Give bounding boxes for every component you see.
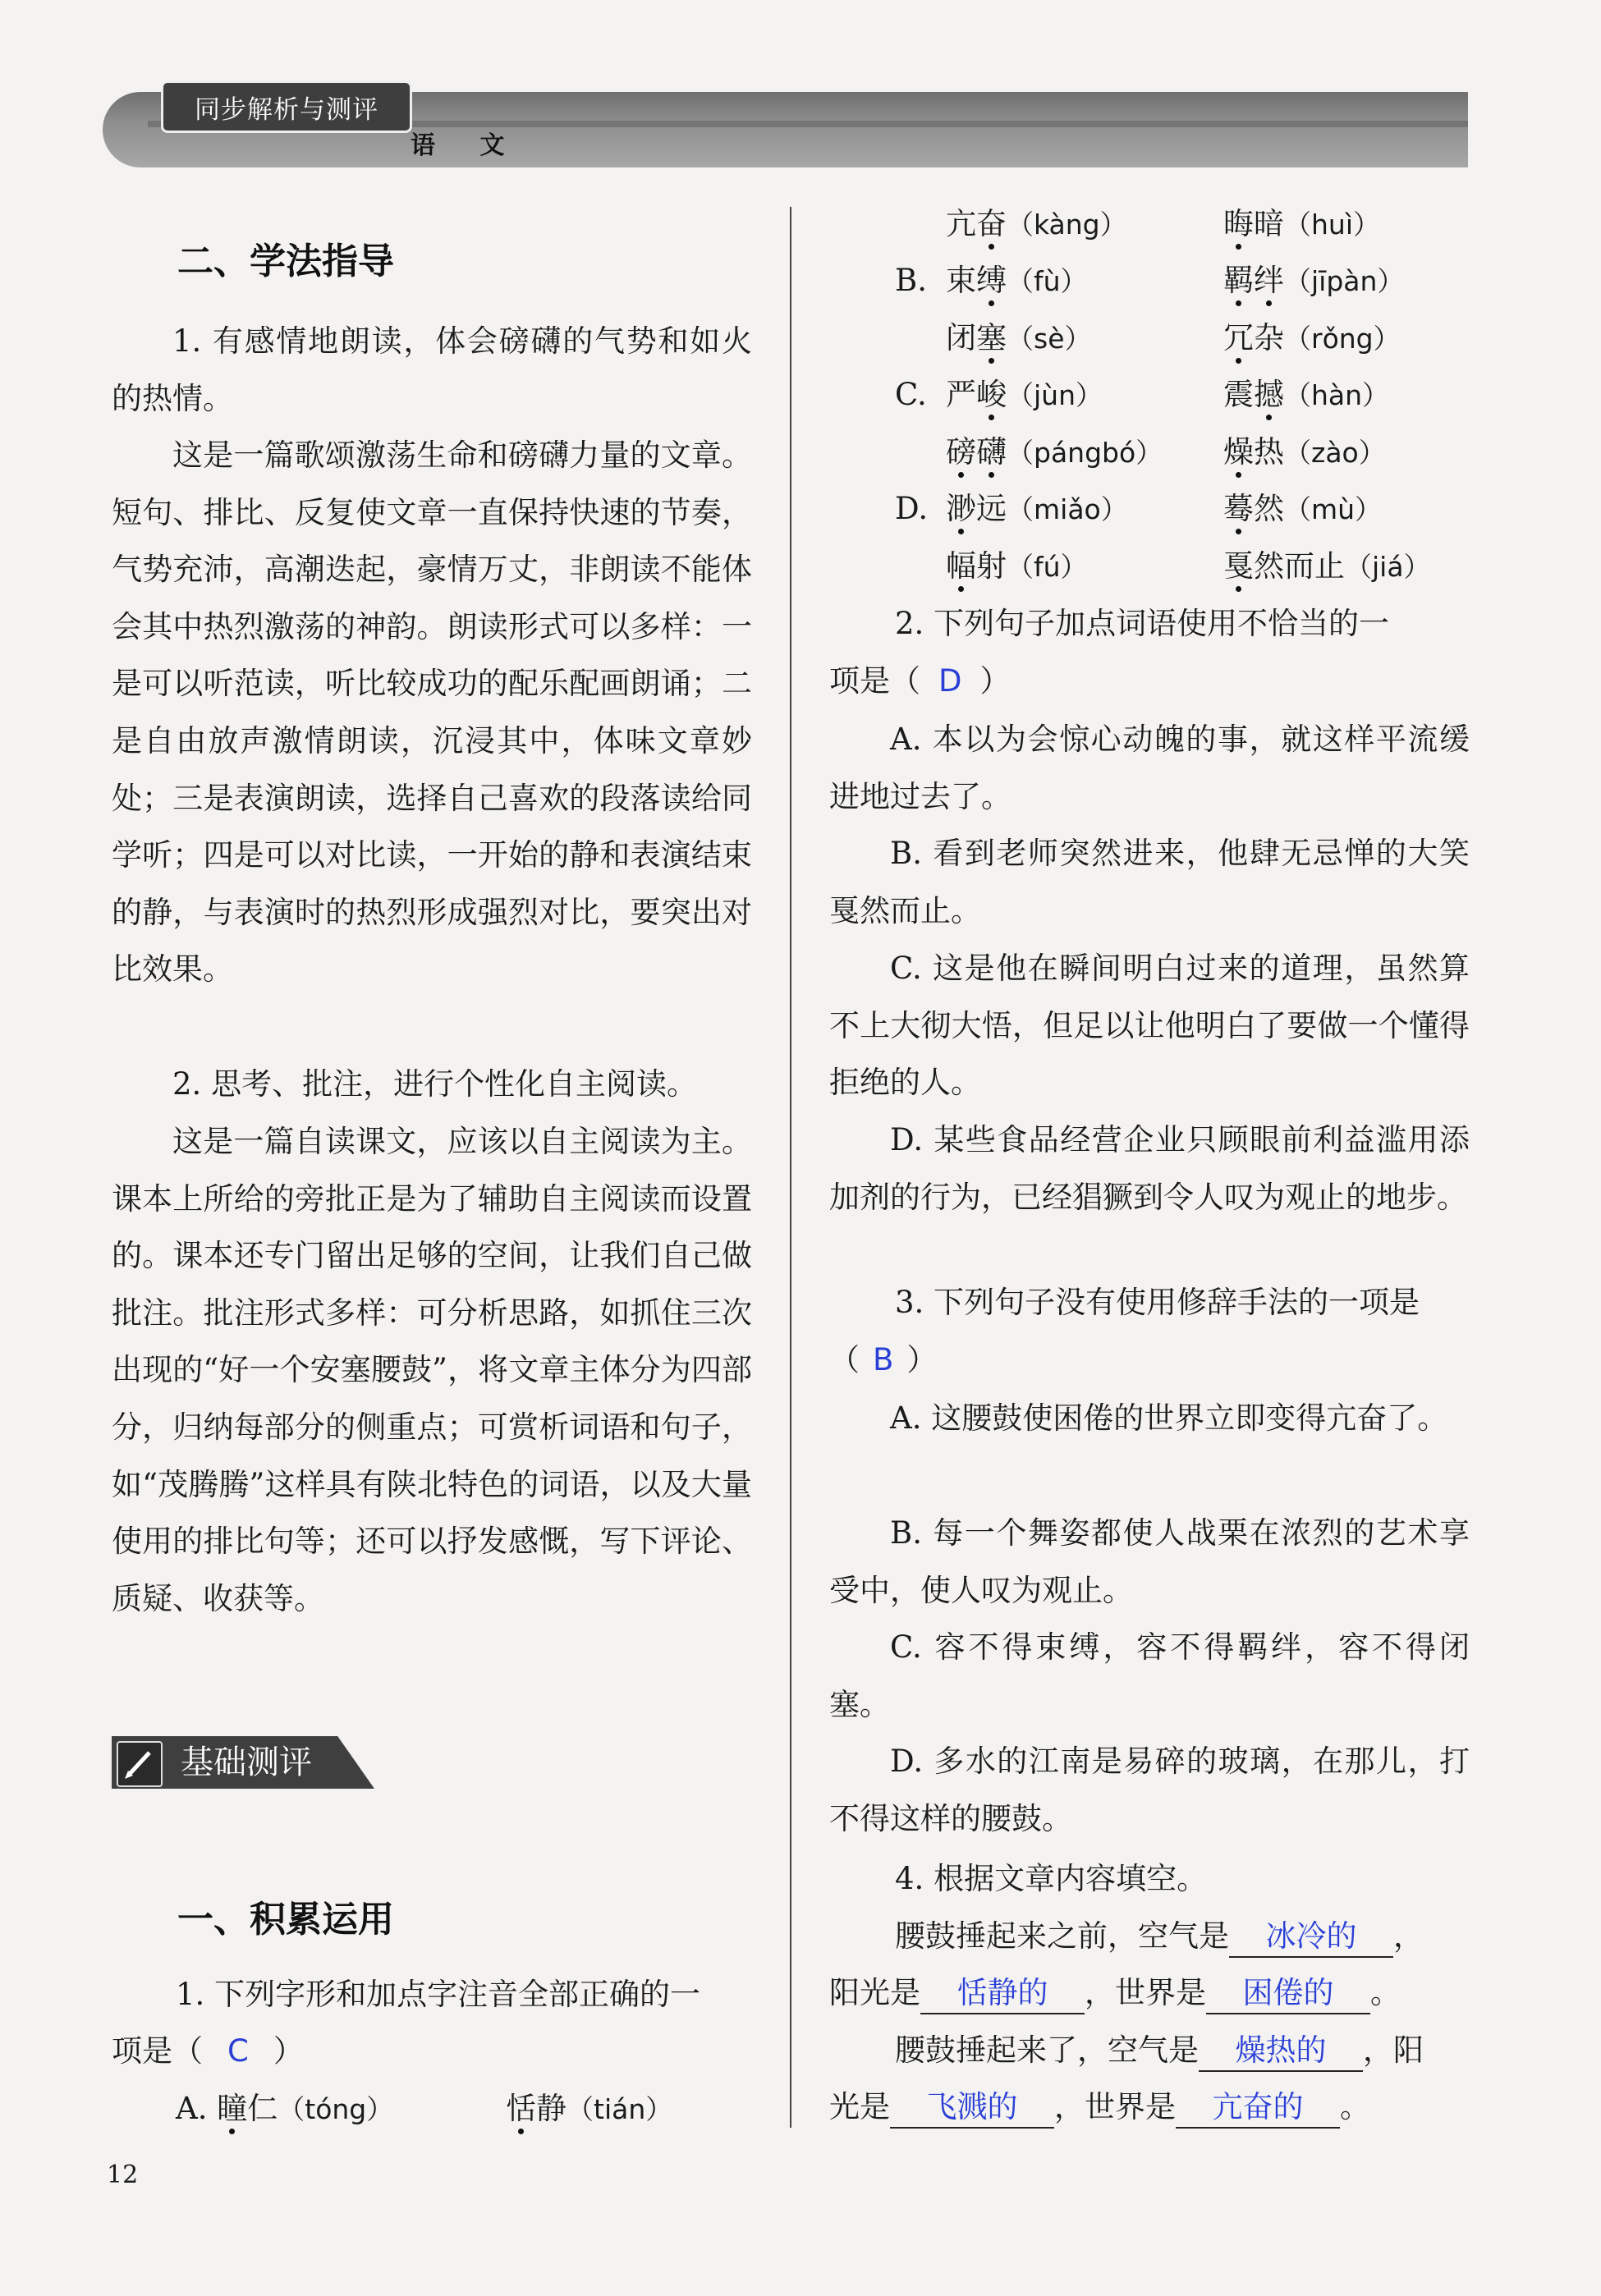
question-4-line-1: 腰鼓捶起来之前，空气是 冰冷的 ，: [895, 1917, 1470, 1958]
method-point-2-title: 2. 思考、批注，进行个性化自主阅读。: [172, 1066, 698, 1102]
option-c-word-1: 严峻（jùn）: [946, 377, 1103, 412]
option-b-word-4: 冗杂（rǒng）: [1223, 320, 1401, 355]
series-title: 同步解析与测评: [161, 80, 412, 133]
option-a-word-3: 亢奋（kàng）: [946, 206, 1127, 241]
answer-blank-3: 困倦的: [1206, 1973, 1370, 2014]
column-divider: [790, 207, 791, 2128]
question-3-option-d: D. 多水的江南是易碎的玻璃，在那儿，打不得这样的腰鼓。: [829, 1744, 1470, 1836]
question-2-option-d: D. 某些食品经营企业只顾眼前利益滥用添加剂的行为，已经猖獗到令人叹为观止的地步。: [829, 1122, 1470, 1215]
answer-blank-5: 飞溅的: [890, 2087, 1054, 2129]
question-1-answer: C: [227, 2033, 249, 2069]
basic-test-label: 基础测评: [181, 1744, 312, 1781]
question-4-line-3: 腰鼓捶起来了，空气是 燥热的 ，阳: [895, 2031, 1470, 2072]
option-d-word-2: 蓦然（mù）: [1223, 491, 1383, 526]
option-b-word-3: 闭塞（sè）: [946, 320, 1092, 355]
method-point-1-title: 1. 有感情地朗读，体会磅礴的气势和如火的热情。: [112, 323, 752, 416]
option-d-word-3: 幅射（fú）: [946, 548, 1088, 584]
answer-blank-2: 恬静的: [920, 1973, 1085, 2014]
question-4-line-2: 阳光是 恬静的 ，世界是 困倦的 。: [829, 1973, 1470, 2014]
option-d-word-4: 戛然而止（jiá）: [1223, 548, 1431, 584]
question-3-stem-cont: （ B ）: [829, 1342, 938, 1377]
question-1-option-a: A. 瞳仁（tóng）: [176, 2091, 394, 2126]
question-2-option-a: A. 本以为会惊心动魄的事，就这样平流缓进地过去了。: [829, 722, 1470, 814]
question-2-option-b: B. 看到老师突然进来，他肆无忌惮的大笑戛然而止。: [829, 836, 1470, 928]
question-1-stem-cont: 项是（ C ）: [112, 2033, 304, 2069]
option-c-word-3: 磅礴（pángbó）: [946, 434, 1163, 470]
option-a-word-2: 恬静: [506, 2091, 567, 2126]
option-b-word-1: 束缚（fù）: [946, 263, 1088, 298]
method-point-2-body: 这是一篇自读课文，应该以自主阅读为主。课本上所给的旁批正是为了辅助自主阅读而设置的。课本还专门留出足够的空间，让我们自己做批注。批注形式多样：可分析思路，如抓住三次出现的“好一个安塞腰鼓”，将文章主体分为四部分，归纳每部分的侧重点；可赏析词语和句子，如“茂腾腾”这样具有陕北特色的词语，以及大量使用的排比句等；还可以抒发感慨，写下评论、质疑、收获等。: [112, 1124, 752, 1616]
section-heading-study-method: 二、学法指导: [177, 241, 394, 282]
option-b-word-2: 羁绊（jīpàn）: [1223, 263, 1405, 298]
question-1-option-a-second: 恬静（tián）: [506, 2091, 673, 2126]
question-3-stem: 3. 下列句子没有使用修辞手法的一项是: [895, 1285, 1420, 1320]
page-number: 12: [107, 2161, 139, 2189]
option-a-word-1: 瞳仁: [217, 2091, 278, 2126]
question-3-option-a: A. 这腰鼓使困倦的世界立即变得亢奋了。: [890, 1400, 1448, 1436]
answer-blank-6: 亢奋的: [1176, 2087, 1340, 2129]
question-2-option-c: C. 这是他在瞬间明白过来的道理，虽然算不上大彻大悟，但足以让他明白了要做一个懂得拒绝的人。: [829, 951, 1470, 1101]
question-3-option-b: B. 每一个舞姿都使人战栗在浓烈的艺术享受中，使人叹为观止。: [829, 1515, 1470, 1608]
method-point-1-body: 这是一篇歌颂激荡生命和磅礴力量的文章。短句、排比、反复使文章一直保持快速的节奏，气势充沛，高潮迭起，豪情万丈，非朗读不能体会其中热烈激荡的神韵。朗读形式可以多样：一是可以听范读，听比较成功的配乐配画朗诵；二是自由放声激情朗读，沉浸其中，体味文章妙处；三是表演朗读，选择自己喜欢的段落读给同学听；四是可以对比读，一开始的静和表演结束的静，与表演时的热烈形成强烈对比，要突出对比效果。: [112, 438, 752, 988]
question-3-option-c: C. 容不得束缚，容不得羁绊，容不得闭塞。: [829, 1629, 1470, 1722]
answer-blank-4: 燥热的: [1199, 2031, 1363, 2072]
question-4-line-4: 光是 飞溅的 ，世界是 亢奋的 。: [829, 2087, 1470, 2129]
section-heading-accumulation: 一、积累运用: [177, 1899, 394, 1941]
question-4-stem: 4. 根据文章内容填空。: [895, 1861, 1208, 1896]
question-2-answer: D: [938, 663, 962, 699]
option-c-label: C.: [895, 377, 927, 412]
basic-test-badge: [112, 1736, 374, 1789]
option-c-word-4: 燥热（zào）: [1223, 434, 1386, 470]
option-d-word-1: 渺远（miǎo）: [946, 491, 1128, 526]
option-d-label: D.: [895, 491, 929, 526]
pencil-icon: [117, 1741, 163, 1787]
question-2-stem-cont: 项是（ D ）: [829, 663, 1011, 699]
option-b-label: B.: [895, 263, 927, 298]
subject-title: 语 文: [411, 131, 523, 160]
answer-blank-1: 冰冷的: [1229, 1917, 1393, 1958]
question-2-stem: 2. 下列句子加点词语使用不恰当的一: [895, 606, 1390, 641]
option-a-word-4: 晦暗（huì）: [1223, 206, 1380, 241]
question-3-answer: B: [873, 1342, 894, 1377]
question-1-stem: 1. 下列字形和加点字注音全部正确的一: [176, 1977, 701, 2012]
option-c-word-2: 震撼（hàn）: [1223, 377, 1390, 412]
